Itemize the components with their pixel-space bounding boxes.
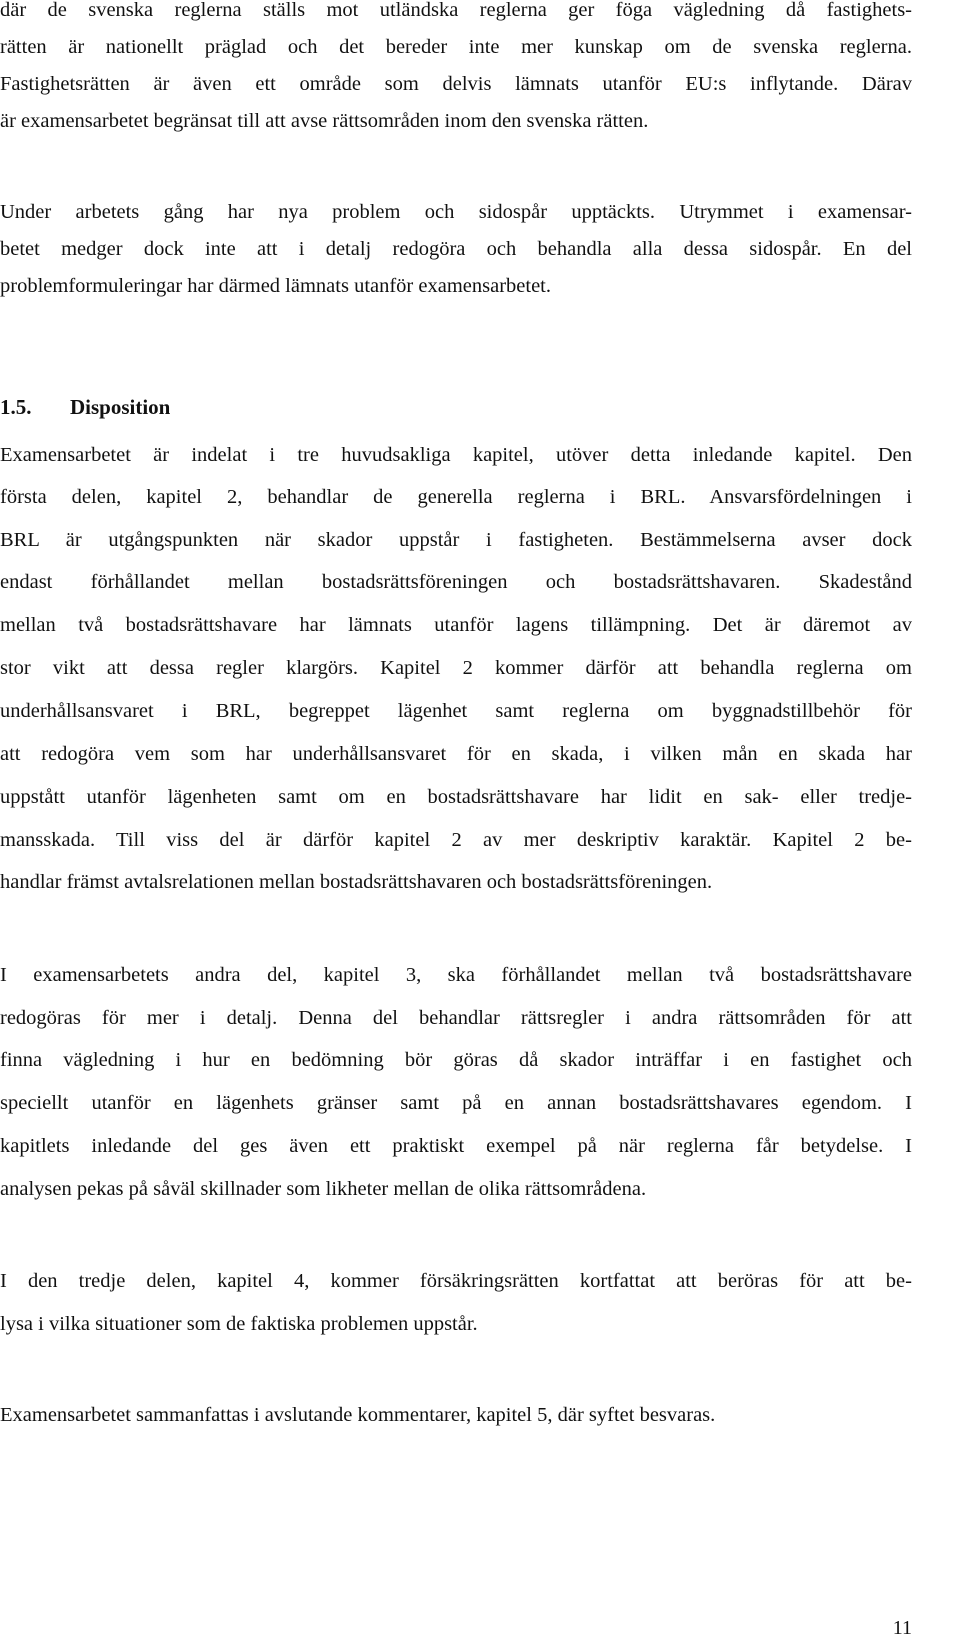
text-line: att redogöra vem som har underhållsansvaret för en skada, i vilken mån en skada har (0, 743, 912, 765)
text-line: speciellt utanför en lägenhets gränser samt på en annan bostadsrättshavares egendom. I (0, 1092, 912, 1114)
text-line: Under arbetets gång har nya problem och sidospår upptäckts. Utrymmet i examensar- (0, 201, 912, 223)
text-line: mansskada. Till viss del är därför kapitel 2 av mer deskriptiv karaktär. Kapitel 2 be- (0, 829, 912, 851)
section-title: Disposition (70, 395, 171, 419)
text-line: underhållsansvaret i BRL, begreppet lägenhet samt reglerna om byggnadstillbehör för (0, 700, 912, 722)
text-line: finna vägledning i hur en bedömning bör göras då skador inträffar i en fastighet och (0, 1049, 912, 1071)
text-line: problemformuleringar har därmed lämnats utanför examensarbetet. (0, 275, 551, 297)
text-line: redogöras för mer i detalj. Denna del behandlar rättsregler i andra rättsområden för att (0, 1007, 912, 1029)
section-number: 1.5. (0, 395, 32, 419)
text-line: analysen pekas på såväl skillnader som likheter mellan de olika rättsområdena. (0, 1178, 647, 1200)
text-line: kapitlets inledande del ges även ett praktiskt exempel på när reglerna får betydelse. I (0, 1135, 912, 1157)
text-line: I den tredje delen, kapitel 4, kommer försäkringsrätten kortfattat att beröras för att be- (0, 1270, 912, 1292)
text-line: mellan två bostadsrättshavare har lämnats utanför lagens tillämpning. Det är däremot av (0, 614, 912, 636)
text-line: uppstått utanför lägenheten samt om en bostadsrättshavare har lidit en sak- eller tredje- (0, 786, 912, 808)
text-line: Examensarbetet är indelat i tre huvudsakliga kapitel, utöver detta inledande kapitel. Den (0, 444, 912, 466)
text-line: I examensarbetets andra del, kapitel 3, ska förhållandet mellan två bostadsrättshavare (0, 964, 912, 986)
text-line: lysa i vilka situationer som de faktiska problemen uppstår. (0, 1313, 478, 1335)
text-line: är examensarbetet begränsat till att avse rättsområden inom den svenska rätten. (0, 110, 649, 132)
text-line: stor vikt att dessa regler klargörs. Kapitel 2 kommer därför att behandla reglerna om (0, 657, 912, 679)
text-line: handlar främst avtalsrelationen mellan bostadsrättshavaren och bostadsrättsföreningen. (0, 871, 713, 893)
text-line: Examensarbetet sammanfattas i avslutande kommentarer, kapitel 5, där syftet besvaras. (0, 1404, 716, 1426)
text-line: endast förhållandet mellan bostadsrättsföreningen och bostadsrättshavaren. Skadestånd (0, 571, 912, 593)
text-line: där de svenska reglerna ställs mot utländska reglerna ger föga vägledning då fastighets- (0, 0, 912, 21)
text-line: Fastighetsrätten är även ett område som delvis lämnats utanför EU:s inflytande. Därav (0, 73, 912, 95)
page-number: 11 (892, 1617, 912, 1639)
section-heading (0, 393, 170, 421)
text-line: första delen, kapitel 2, behandlar de generella reglerna i BRL. Ansvarsfördelningen i (0, 486, 912, 508)
text-line: BRL är utgångspunkten när skador uppstår i fastigheten. Bestämmelserna avser dock (0, 529, 912, 551)
text-line: rätten är nationellt präglad och det bereder inte mer kunskap om de svenska reglerna. (0, 36, 912, 58)
text-line: betet medger dock inte att i detalj redogöra och behandla alla dessa sidospår. En del (0, 238, 912, 260)
